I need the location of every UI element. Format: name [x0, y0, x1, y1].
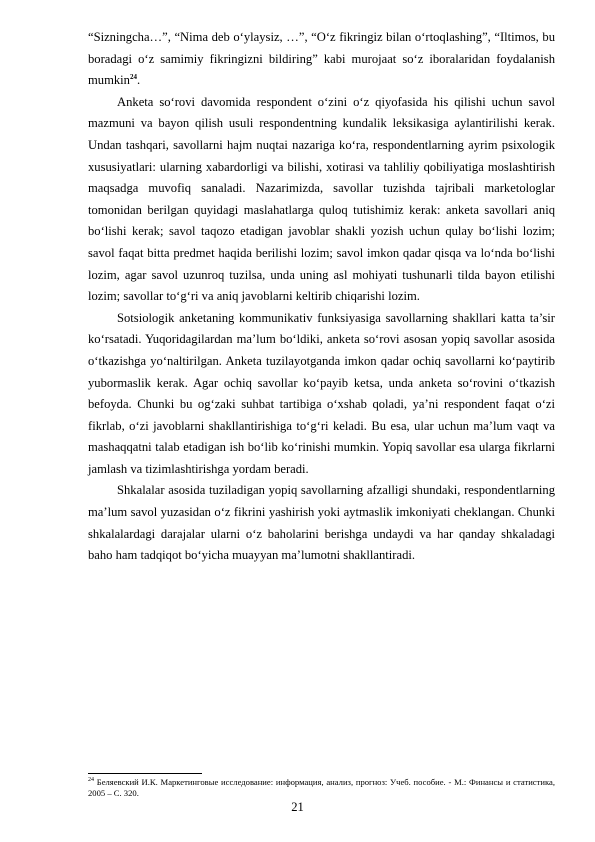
paragraph-1-text: “Sizningcha…”, “Nima deb o‘ylaysiz, …”, “O‘z fikringiz bilan o‘rtoqlashing”, “Iltimos, bu boradagi o‘z samimiy fikringizni bildiring” kabi murojaat so‘z iboralaridan foydalanish mumkin [88, 30, 555, 88]
page-number: 21 [291, 800, 304, 814]
footnote-divider [88, 773, 202, 774]
page-body [88, 27, 555, 567]
paragraph-3: Sotsiologik anketaning kommunikativ funksiyasiga savollarning shakllari katta ta’sir ko‘rsatadi. Yuqoridagilardan ma’lum bo‘ldiki, anketa so‘rovi asosan yopiq savollar asosida o‘tkazishga yo‘naltirilgan. Anketa tuzilayotganda imkon qadar ochiq savollarni ko‘paytirib yubormaslik kerak. Agar ochiq savollar ko‘payib ketsa, unda anketa so‘rovini o‘tkazish befoyda. Chunki bu og‘zaki suhbat tartibiga o‘xshab qoladi, ya’ni respondent faqat o‘zi fikrlab, o‘zi javoblarni shakllantirishiga to‘g‘ri keladi. Bu esa, ular uchun ma’lum vaqt va mashaqqatni talab etadigan ish bo‘lib ko‘rinishi mumkin. Yopiq savollar esa ularga fikrlarni jamlash va tizimlashtirishga yordam beradi. [88, 310, 555, 476]
footnote-reference[interactable]: 24 [129, 73, 137, 81]
footnote-marker: 24 [88, 777, 94, 784]
footnote-text: Беляевский И.К. Маркетинговые исследование: информация, анализ, прогноз: Учеб. пособие. - М.: Финансы и статистика, 2005 – С. 320. [88, 777, 555, 798]
paragraph-2: Anketa so‘rovi davomida respondent o‘zini o‘z qiyofasida his qilishi uchun savol mazmuni va bayon qilish usuli respondentning kundalik leksikasiga aylantirilishi kerak. Undan tashqari, savollarni hajm nuqtai nazariga ko‘ra, respondentlarning ayrim psixologik xususiyatlari: ularning xabardorligi va bilishi, xotirasi va tahliliy qobiliyatiga moslashtirish maqsadga muvofiq sanaladi. Nazarimizda, savollar tuzishda tajribali marketologlar tomonidan berilgan quyidagi maslahatlarga quloq tutishimiz kerak: anketa savollari aniq bo‘lishi kerak; savol taqozo etadigan javoblar shakli yozish uchun qulay bo‘lishi lozim; savol faqat bitta predmet haqida berilishi lozim; savol imkon qadar qisqa va lo‘nda bo‘lishi lozim, agar savol uzunroq tuzilsa, unda uning asl mohiyati tushunarli tilda bayon etilishi lozim; savollar to‘g‘ri va aniq javoblarni keltirib chiqarishi lozim. [88, 94, 555, 304]
paragraph-4: Shkalalar asosida tuziladigan yopiq savollarning afzalligi shundaki, respondentlarning ma’lum savol yuzasidan o‘z fikrini yashirish yoki aytmaslik imkoniyati cheklangan. Chunki shkalalardagi darajalar ularni o‘z baholarini berishga undaydi va har qanday shkaladagi baho ham tadqiqot bo‘yicha muayyan ma’lumotni shakllantiradi. [88, 483, 555, 563]
paragraph-1-end: . [136, 73, 141, 88]
paragraph-1 [88, 27, 555, 92]
footnote [88, 777, 555, 799]
